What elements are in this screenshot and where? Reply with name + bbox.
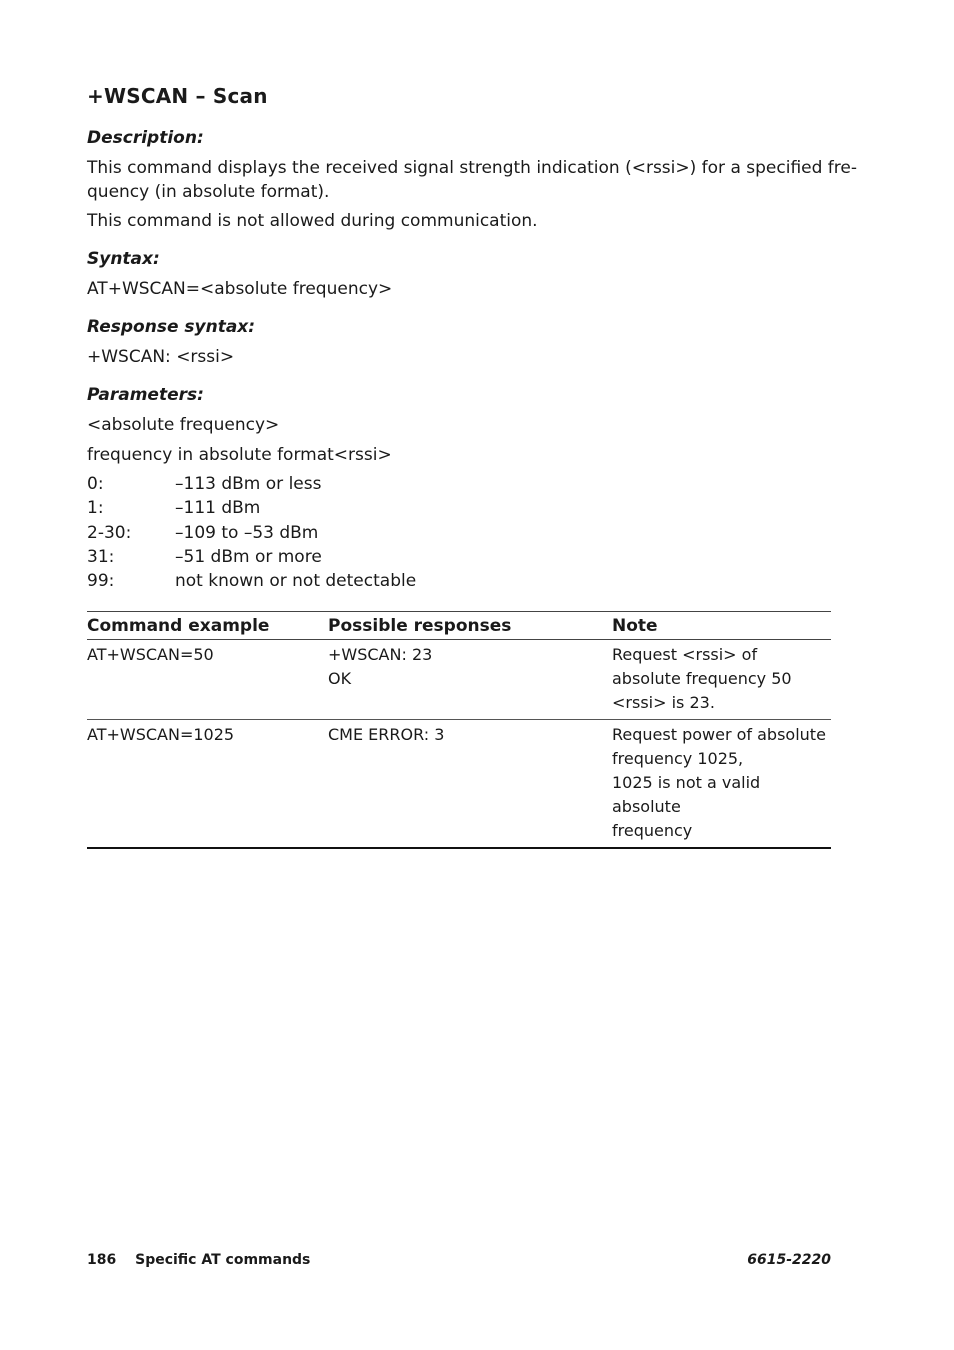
note-cell: [612, 720, 831, 849]
rssi-value-desc: –51 dBm or more: [175, 546, 322, 567]
command-cell: AT+WSCAN=50: [87, 645, 214, 664]
note-line: frequency 1025,: [612, 749, 744, 768]
footer-section: Specific AT commands: [135, 1252, 311, 1268]
note-cell: [612, 640, 831, 720]
response-syntax-heading: Response syntax:: [87, 317, 256, 337]
command-cell: AT+WSCAN=1025: [87, 725, 235, 744]
header-note: Note: [612, 616, 658, 636]
rssi-value-key: 2-30:: [87, 522, 132, 543]
rssi-value-key: 0:: [87, 474, 104, 494]
response-line: CME ERROR: 3: [328, 725, 445, 744]
document-number: 6615-2220: [747, 1252, 831, 1268]
parameters-heading: Parameters:: [87, 385, 204, 405]
rssi-value-key: 1:: [87, 498, 104, 519]
page-number: 186: [87, 1252, 117, 1268]
rssi-value-row: [87, 521, 416, 545]
rssi-value-row: [87, 545, 416, 569]
note-line: Request power of absolute: [612, 725, 826, 744]
parameter-rssi: frequency in absolute format<rssi>: [87, 445, 392, 465]
rssi-value-desc: –113 dBm or less: [175, 474, 322, 494]
table-row: [87, 720, 831, 849]
note-line: frequency: [612, 821, 693, 840]
rssi-value-row: [87, 496, 416, 520]
note-line: <rssi> is 23.: [612, 693, 715, 712]
description-text-line1: This command displays the received signal strength indication (<rssi>) for a specified fre-: [87, 158, 857, 178]
response-syntax-text: +WSCAN: <rssi>: [87, 347, 235, 367]
rssi-value-row: [87, 472, 416, 496]
header-command-example: Command example: [87, 616, 270, 636]
syntax-text: AT+WSCAN=<absolute frequency>: [87, 279, 393, 299]
rssi-value-list: [87, 472, 416, 593]
parameter-absolute-frequency: <absolute frequency>: [87, 415, 280, 435]
rssi-value-row: [87, 569, 416, 593]
rssi-value-key: 99:: [87, 571, 115, 592]
command-example-table: [87, 611, 831, 849]
rssi-value-desc: not known or not detectable: [175, 571, 417, 592]
description-text-line2: quency (in absolute format).: [87, 182, 330, 202]
header-possible-responses: Possible responses: [328, 616, 512, 636]
response-line: +WSCAN: 23: [328, 645, 433, 664]
rssi-value-desc: –111 dBm: [175, 498, 261, 519]
syntax-heading: Syntax:: [87, 249, 160, 269]
page-footer: [87, 1252, 831, 1268]
description-text-2: This command is not allowed during communication.: [87, 211, 538, 231]
responses-cell: [328, 720, 612, 849]
description-heading: Description:: [87, 128, 204, 148]
note-line: Request <rssi> of: [612, 645, 758, 664]
response-line: OK: [328, 669, 352, 688]
table-row: [87, 640, 831, 720]
page-title: +WSCAN – Scan: [87, 84, 268, 108]
rssi-value-desc: –109 to –53 dBm: [175, 522, 319, 543]
note-line: absolute frequency 50: [612, 669, 792, 688]
footer-left: [87, 1252, 310, 1268]
table-header-row: [87, 612, 831, 640]
note-line: 1025 is not a valid absolute: [612, 773, 761, 816]
responses-cell: [328, 640, 612, 720]
rssi-value-key: 31:: [87, 546, 115, 567]
